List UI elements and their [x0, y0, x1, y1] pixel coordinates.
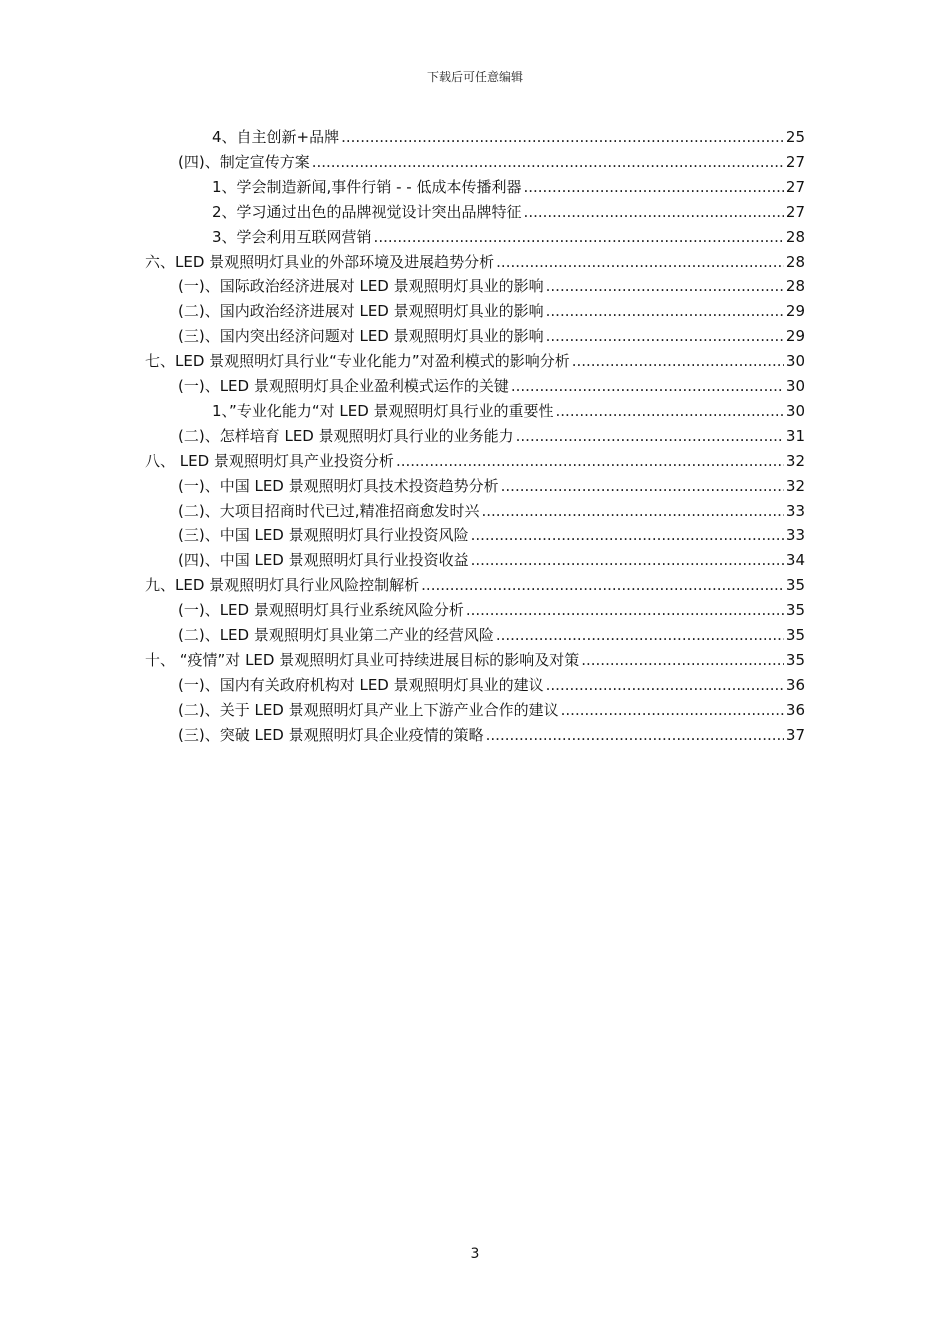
toc-entry-title: (三)、中国 LED 景观照明灯具行业投资风险	[178, 526, 469, 545]
toc-dot-leader	[496, 623, 784, 647]
toc-dot-leader	[471, 548, 784, 572]
toc-entry-title: 4、自主创新+品牌	[212, 128, 340, 146]
toc-dot-leader	[511, 374, 784, 398]
toc-entry-title: 1、”专业化能力“对 LED 景观照明灯具行业的重要性	[212, 401, 554, 420]
toc-entry[interactable]	[178, 274, 805, 298]
toc-entry-title: (三)、国内突出经济问题对 LED 景观照明灯具业的影响	[178, 327, 544, 346]
toc-dot-leader	[546, 324, 784, 348]
toc-entry-title: 3、学会利用互联网营销	[212, 227, 372, 246]
toc-entry-title: (一)、国内有关政府机构对 LED 景观照明灯具业的建议	[178, 675, 544, 694]
toc-entry[interactable]	[212, 200, 805, 224]
toc-dot-leader	[516, 424, 784, 448]
toc-entry-page: 31	[785, 426, 805, 445]
toc-entry-title: 2、学习通过出色的品牌视觉设计突出品牌特征	[212, 202, 522, 221]
toc-dot-leader	[556, 399, 784, 423]
toc-entry-page: 36	[785, 700, 805, 719]
toc-entry-page: 35	[785, 601, 805, 620]
toc-entry[interactable]	[178, 424, 805, 448]
toc-entry-page: 35	[785, 626, 805, 644]
toc-entry[interactable]	[212, 225, 805, 249]
page-number: 3	[470, 1246, 480, 1262]
toc-dot-leader	[481, 499, 783, 523]
toc-entry[interactable]	[178, 150, 805, 174]
toc-entry-title: 八、 LED 景观照明灯具产业投资分析	[145, 451, 394, 470]
toc-entry-page: 33	[785, 501, 805, 520]
toc-entry[interactable]	[145, 449, 805, 473]
toc-entry[interactable]	[178, 523, 805, 547]
toc-entry[interactable]	[178, 598, 805, 622]
toc-entry-page: 27	[785, 202, 805, 221]
toc-dot-leader	[471, 523, 784, 547]
toc-dot-leader	[496, 250, 784, 274]
toc-entry[interactable]	[145, 648, 805, 672]
toc-dot-leader	[523, 175, 783, 199]
toc-entry[interactable]	[178, 548, 805, 572]
toc-entry[interactable]	[178, 698, 805, 722]
toc-entry-title: (三)、突破 LED 景观照明灯具企业疫情的策略	[178, 725, 484, 744]
toc-entry-page: 28	[785, 227, 805, 246]
toc-entry-title: (四)、制定宣传方案	[178, 152, 310, 171]
toc-entry-page: 25	[785, 128, 805, 146]
toc-dot-leader	[546, 274, 784, 298]
toc-entry[interactable]	[178, 324, 805, 348]
toc-entry[interactable]	[178, 673, 805, 697]
toc-dot-leader	[561, 698, 784, 722]
toc-entry-page: 35	[785, 576, 805, 595]
toc-entry-page: 28	[785, 252, 805, 271]
toc-dot-leader	[341, 125, 784, 149]
toc-entry-page: 35	[785, 650, 805, 669]
toc-entry-page: 37	[785, 725, 805, 744]
toc-entry-title: 六、LED 景观照明灯具业的外部环境及进展趋势分析	[145, 252, 495, 271]
toc-entry-title: (二)、关于 LED 景观照明灯具产业上下游产业合作的建议	[178, 700, 559, 719]
toc-entry-page: 30	[785, 377, 805, 395]
toc-entry[interactable]	[178, 623, 805, 647]
toc-entry[interactable]	[212, 175, 805, 199]
toc-dot-leader	[572, 349, 784, 373]
toc-entry-page: 32	[785, 451, 805, 470]
toc-entry-title: (二)、国内政治经济进展对 LED 景观照明灯具业的影响	[178, 302, 544, 321]
toc-dot-leader	[501, 474, 784, 498]
toc-entry-page: 29	[785, 302, 805, 321]
toc-entry-title: (二)、怎样培育 LED 景观照明灯具行业的业务能力	[178, 426, 514, 445]
toc-entry[interactable]	[212, 399, 805, 423]
page-header: 下载后可任意编辑	[426, 70, 523, 84]
toc-entry-title: (四)、中国 LED 景观照明灯具行业投资收益	[178, 551, 469, 570]
toc-entry[interactable]	[212, 125, 805, 149]
toc-entry-title: 十、 “疫情”对 LED 景观照明灯具业可持续进展目标的影响及对策	[145, 650, 580, 669]
toc-dot-leader	[581, 648, 784, 672]
toc-entry-page: 33	[785, 526, 805, 545]
toc-entry-title: (一)、中国 LED 景观照明灯具技术投资趋势分析	[178, 476, 499, 495]
toc-entry-page: 34	[785, 551, 805, 570]
toc-entry[interactable]	[178, 723, 805, 747]
toc-entry-page: 36	[785, 675, 805, 694]
toc-entry-title: (二)、大项目招商时代已过,精准招商愈发时兴	[178, 501, 480, 520]
toc-entry[interactable]	[178, 299, 805, 323]
toc-entry-page: 29	[785, 327, 805, 346]
toc-entry[interactable]	[178, 499, 805, 523]
toc-entry-title: (一)、LED 景观照明灯具行业系统风险分析	[178, 601, 464, 620]
toc-entry-title: 七、LED 景观照明灯具行业“专业化能力”对盈利模式的影响分析	[145, 352, 570, 371]
toc-entry-page: 27	[785, 177, 805, 196]
toc-entry[interactable]	[145, 250, 805, 274]
toc-entry-title: (一)、LED 景观照明灯具企业盈利模式运作的关键	[178, 377, 509, 395]
toc-entry-page: 30	[785, 401, 805, 420]
toc-entry-title: (一)、国际政治经济进展对 LED 景观照明灯具业的影响	[178, 277, 544, 296]
toc-dot-leader	[312, 150, 784, 174]
toc-entry-title: 1、学会制造新闻,事件行销 - - 低成本传播利器	[212, 177, 522, 196]
toc-entry[interactable]	[145, 349, 805, 373]
toc-entry-page: 32	[785, 476, 805, 495]
toc-entry-page: 28	[785, 277, 805, 296]
toc-dot-leader	[374, 225, 784, 249]
toc-entry[interactable]	[178, 474, 805, 498]
toc-dot-leader	[421, 573, 784, 597]
toc-dot-leader	[396, 449, 784, 473]
toc-entry-page: 30	[785, 352, 805, 371]
toc-entry[interactable]	[178, 374, 805, 398]
toc-dot-leader	[524, 200, 784, 224]
toc-dot-leader	[466, 598, 784, 622]
toc-entry-page: 27	[785, 152, 805, 171]
toc-dot-leader	[486, 723, 784, 747]
toc-dot-leader	[546, 299, 784, 323]
toc-entry[interactable]	[145, 573, 805, 597]
toc-entry-title: 九、LED 景观照明灯具行业风险控制解析	[145, 576, 420, 595]
toc-entry-title: (二)、LED 景观照明灯具业第二产业的经营风险	[178, 626, 494, 644]
toc-dot-leader	[546, 673, 784, 697]
